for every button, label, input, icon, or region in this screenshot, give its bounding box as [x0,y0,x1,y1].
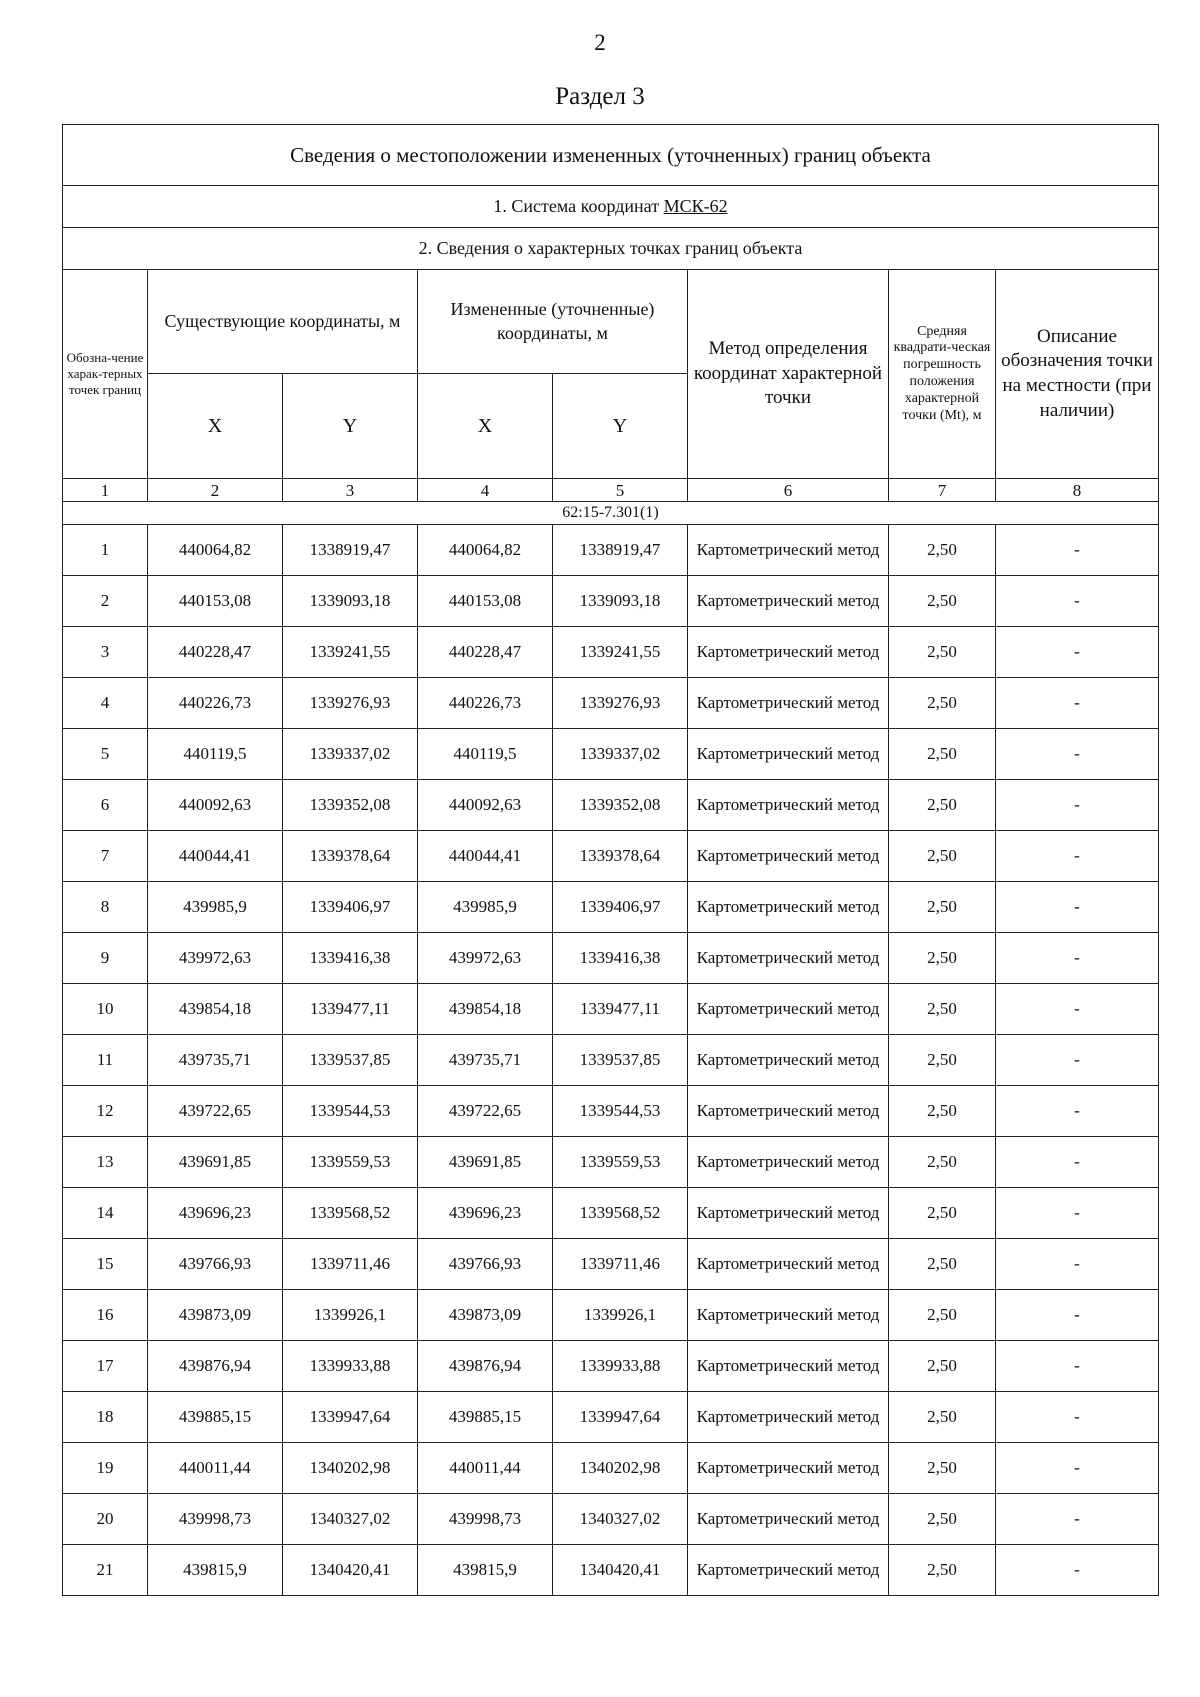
point-number-cell: 21 [63,1545,148,1596]
existing-x-cell: 440153,08 [148,576,283,627]
rms-error-cell: 2,50 [889,780,996,831]
description-cell: - [996,1239,1159,1290]
description-cell: - [996,1545,1159,1596]
column-number: 2 [148,479,283,502]
existing-x-cell: 440119,5 [148,729,283,780]
point-number-cell: 17 [63,1341,148,1392]
rms-error-cell: 2,50 [889,1494,996,1545]
changed-y-cell: 1339337,02 [553,729,688,780]
changed-y-cell: 1340202,98 [553,1443,688,1494]
table-row [63,1494,1159,1545]
point-number-cell: 8 [63,882,148,933]
description-cell: - [996,1086,1159,1137]
parcel-row [63,502,1159,525]
method-cell: Картометрический метод [688,1341,889,1392]
column-number: 8 [996,479,1159,502]
description-cell: - [996,1137,1159,1188]
header-existing-x: X [148,374,283,479]
table-row [63,1290,1159,1341]
changed-y-cell: 1339926,1 [553,1290,688,1341]
point-number-cell: 14 [63,1188,148,1239]
existing-x-cell: 439691,85 [148,1137,283,1188]
existing-x-cell: 440064,82 [148,525,283,576]
table-row [63,1341,1159,1392]
parcel-id: 62:15-7.301(1) [63,502,1159,525]
description-cell: - [996,576,1159,627]
changed-x-cell: 439876,94 [418,1341,553,1392]
existing-x-cell: 439885,15 [148,1392,283,1443]
existing-y-cell: 1339559,53 [283,1137,418,1188]
changed-y-cell: 1339711,46 [553,1239,688,1290]
rms-error-cell: 2,50 [889,1290,996,1341]
changed-y-cell: 1339416,38 [553,933,688,984]
rms-error-cell: 2,50 [889,1443,996,1494]
section-title: Раздел 3 [555,83,645,110]
existing-x-cell: 440011,44 [148,1443,283,1494]
existing-x-cell: 439696,23 [148,1188,283,1239]
point-number-cell: 12 [63,1086,148,1137]
rms-error-cell: 2,50 [889,1341,996,1392]
description-cell: - [996,1392,1159,1443]
point-number-cell: 1 [63,525,148,576]
point-number-cell: 20 [63,1494,148,1545]
header-description: Описание обозначения точки на местности (при наличии) [996,270,1159,479]
existing-y-cell: 1339416,38 [283,933,418,984]
table-row [63,780,1159,831]
description-cell: - [996,1443,1159,1494]
method-cell: Картометрический метод [688,678,889,729]
point-number-cell: 13 [63,1137,148,1188]
point-number-cell: 4 [63,678,148,729]
existing-y-cell: 1339568,52 [283,1188,418,1239]
changed-y-cell: 1339093,18 [553,576,688,627]
changed-x-cell: 439722,65 [418,1086,553,1137]
description-cell: - [996,1188,1159,1239]
method-cell: Картометрический метод [688,1137,889,1188]
method-cell: Картометрический метод [688,1494,889,1545]
changed-y-cell: 1339378,64 [553,831,688,882]
column-number: 3 [283,479,418,502]
description-cell: - [996,678,1159,729]
existing-y-cell: 1339544,53 [283,1086,418,1137]
existing-x-cell: 439985,9 [148,882,283,933]
column-numbers-row [63,479,1159,502]
existing-x-cell: 439815,9 [148,1545,283,1596]
existing-x-cell: 439972,63 [148,933,283,984]
coord-system-label: 1. Система координат [493,196,664,216]
changed-y-cell: 1340420,41 [553,1545,688,1596]
method-cell: Картометрический метод [688,882,889,933]
method-cell: Картометрический метод [688,525,889,576]
method-cell: Картометрический метод [688,1443,889,1494]
existing-x-cell: 440044,41 [148,831,283,882]
existing-y-cell: 1340202,98 [283,1443,418,1494]
changed-x-cell: 440064,82 [418,525,553,576]
rms-error-cell: 2,50 [889,678,996,729]
table-row [63,576,1159,627]
header-rms-error: Средняя квадрати-ческая погрешность положения характерной точки (Mt), м [889,270,996,479]
table-row [63,729,1159,780]
changed-x-cell: 440092,63 [418,780,553,831]
table-row [63,984,1159,1035]
header-existing-coords: Существующие координаты, м [148,270,418,374]
point-number-cell: 15 [63,1239,148,1290]
rms-error-cell: 2,50 [889,1392,996,1443]
method-cell: Картометрический метод [688,831,889,882]
changed-x-cell: 440228,47 [418,627,553,678]
header-method: Метод определения координат характерной точки [688,270,889,479]
method-cell: Картометрический метод [688,1545,889,1596]
point-number-cell: 19 [63,1443,148,1494]
changed-x-cell: 439998,73 [418,1494,553,1545]
rms-error-cell: 2,50 [889,882,996,933]
rms-error-cell: 2,50 [889,1137,996,1188]
boundary-points-table [62,124,1159,1596]
existing-y-cell: 1339337,02 [283,729,418,780]
table-row [63,882,1159,933]
changed-x-cell: 440011,44 [418,1443,553,1494]
changed-x-cell: 439985,9 [418,882,553,933]
rms-error-cell: 2,50 [889,576,996,627]
description-cell: - [996,729,1159,780]
existing-y-cell: 1339926,1 [283,1290,418,1341]
rms-error-cell: 2,50 [889,525,996,576]
header-changed-coords: Измененные (уточненные) координаты, м [418,270,688,374]
changed-y-cell: 1339933,88 [553,1341,688,1392]
coord-system-row [63,186,1159,228]
existing-x-cell: 439722,65 [148,1086,283,1137]
existing-x-cell: 439854,18 [148,984,283,1035]
rms-error-cell: 2,50 [889,1188,996,1239]
existing-x-cell: 439876,94 [148,1341,283,1392]
point-number-cell: 7 [63,831,148,882]
table-row [63,627,1159,678]
rms-error-cell: 2,50 [889,933,996,984]
existing-y-cell: 1339378,64 [283,831,418,882]
column-number: 1 [63,479,148,502]
point-number-cell: 9 [63,933,148,984]
description-cell: - [996,627,1159,678]
method-cell: Картометрический метод [688,933,889,984]
changed-y-cell: 1339406,97 [553,882,688,933]
changed-y-cell: 1339559,53 [553,1137,688,1188]
changed-y-cell: 1339477,11 [553,984,688,1035]
changed-x-cell: 439735,71 [418,1035,553,1086]
changed-y-cell: 1339537,85 [553,1035,688,1086]
existing-y-cell: 1339947,64 [283,1392,418,1443]
changed-x-cell: 440119,5 [418,729,553,780]
method-cell: Картометрический метод [688,627,889,678]
existing-y-cell: 1339537,85 [283,1035,418,1086]
rms-error-cell: 2,50 [889,1086,996,1137]
changed-x-cell: 439696,23 [418,1188,553,1239]
existing-y-cell: 1339933,88 [283,1341,418,1392]
changed-y-cell: 1340327,02 [553,1494,688,1545]
column-number: 7 [889,479,996,502]
column-number: 4 [418,479,553,502]
point-number-cell: 18 [63,1392,148,1443]
method-cell: Картометрический метод [688,729,889,780]
existing-y-cell: 1339241,55 [283,627,418,678]
existing-y-cell: 1339711,46 [283,1239,418,1290]
changed-x-cell: 439972,63 [418,933,553,984]
description-cell: - [996,882,1159,933]
header-existing-y: Y [283,374,418,479]
table-row [63,1443,1159,1494]
method-cell: Картометрический метод [688,1290,889,1341]
existing-x-cell: 439766,93 [148,1239,283,1290]
changed-y-cell: 1339568,52 [553,1188,688,1239]
existing-y-cell: 1339352,08 [283,780,418,831]
existing-y-cell: 1339276,93 [283,678,418,729]
point-number-cell: 6 [63,780,148,831]
table-row [63,1239,1159,1290]
rms-error-cell: 2,50 [889,1035,996,1086]
rms-error-cell: 2,50 [889,984,996,1035]
existing-y-cell: 1338919,47 [283,525,418,576]
existing-x-cell: 440228,47 [148,627,283,678]
existing-y-cell: 1339406,97 [283,882,418,933]
point-number-cell: 10 [63,984,148,1035]
point-number-cell: 2 [63,576,148,627]
page-number: 2 [594,30,606,55]
changed-x-cell: 440153,08 [418,576,553,627]
point-number-cell: 3 [63,627,148,678]
rms-error-cell: 2,50 [889,729,996,780]
changed-x-cell: 439691,85 [418,1137,553,1188]
changed-x-cell: 440044,41 [418,831,553,882]
table-row [63,678,1159,729]
changed-y-cell: 1339241,55 [553,627,688,678]
changed-x-cell: 439854,18 [418,984,553,1035]
description-cell: - [996,525,1159,576]
rms-error-cell: 2,50 [889,831,996,882]
method-cell: Картометрический метод [688,1239,889,1290]
description-cell: - [996,933,1159,984]
existing-y-cell: 1340420,41 [283,1545,418,1596]
method-cell: Картометрический метод [688,1392,889,1443]
existing-y-cell: 1339477,11 [283,984,418,1035]
existing-x-cell: 439873,09 [148,1290,283,1341]
method-cell: Картометрический метод [688,1035,889,1086]
changed-y-cell: 1339352,08 [553,780,688,831]
changed-y-cell: 1339276,93 [553,678,688,729]
column-number: 5 [553,479,688,502]
table-row [63,525,1159,576]
point-number-cell: 11 [63,1035,148,1086]
point-number-cell: 16 [63,1290,148,1341]
table-row [63,1035,1159,1086]
existing-x-cell: 440092,63 [148,780,283,831]
method-cell: Картометрический метод [688,984,889,1035]
method-cell: Картометрический метод [688,1086,889,1137]
table-title: Сведения о местоположении измененных (уточненных) границ объекта [63,125,1159,186]
header-changed-x: X [418,374,553,479]
method-cell: Картометрический метод [688,1188,889,1239]
changed-y-cell: 1339947,64 [553,1392,688,1443]
existing-y-cell: 1339093,18 [283,576,418,627]
description-cell: - [996,1290,1159,1341]
header-changed-y: Y [553,374,688,479]
changed-x-cell: 439766,93 [418,1239,553,1290]
existing-x-cell: 439735,71 [148,1035,283,1086]
method-cell: Картометрический метод [688,576,889,627]
point-number-cell: 5 [63,729,148,780]
changed-x-cell: 440226,73 [418,678,553,729]
table-row [63,1545,1159,1596]
description-cell: - [996,831,1159,882]
description-cell: - [996,984,1159,1035]
changed-y-cell: 1338919,47 [553,525,688,576]
changed-x-cell: 439815,9 [418,1545,553,1596]
changed-y-cell: 1339544,53 [553,1086,688,1137]
existing-y-cell: 1340327,02 [283,1494,418,1545]
table-row [63,933,1159,984]
table-row [63,1392,1159,1443]
rms-error-cell: 2,50 [889,1545,996,1596]
table-row [63,831,1159,882]
description-cell: - [996,1494,1159,1545]
rms-error-cell: 2,50 [889,627,996,678]
rms-error-cell: 2,50 [889,1239,996,1290]
existing-x-cell: 440226,73 [148,678,283,729]
description-cell: - [996,1035,1159,1086]
changed-x-cell: 439873,09 [418,1290,553,1341]
existing-x-cell: 439998,73 [148,1494,283,1545]
header-point-designation: Обозна-чение харак-терных точек границ [63,270,148,479]
table-row [63,1086,1159,1137]
coord-system-value: МСК-62 [663,196,728,216]
table-row [63,1188,1159,1239]
table-row [63,1137,1159,1188]
changed-x-cell: 439885,15 [418,1392,553,1443]
description-cell: - [996,1341,1159,1392]
description-cell: - [996,780,1159,831]
method-cell: Картометрический метод [688,780,889,831]
points-heading: 2. Сведения о характерных точках границ объекта [63,228,1159,270]
column-number: 6 [688,479,889,502]
